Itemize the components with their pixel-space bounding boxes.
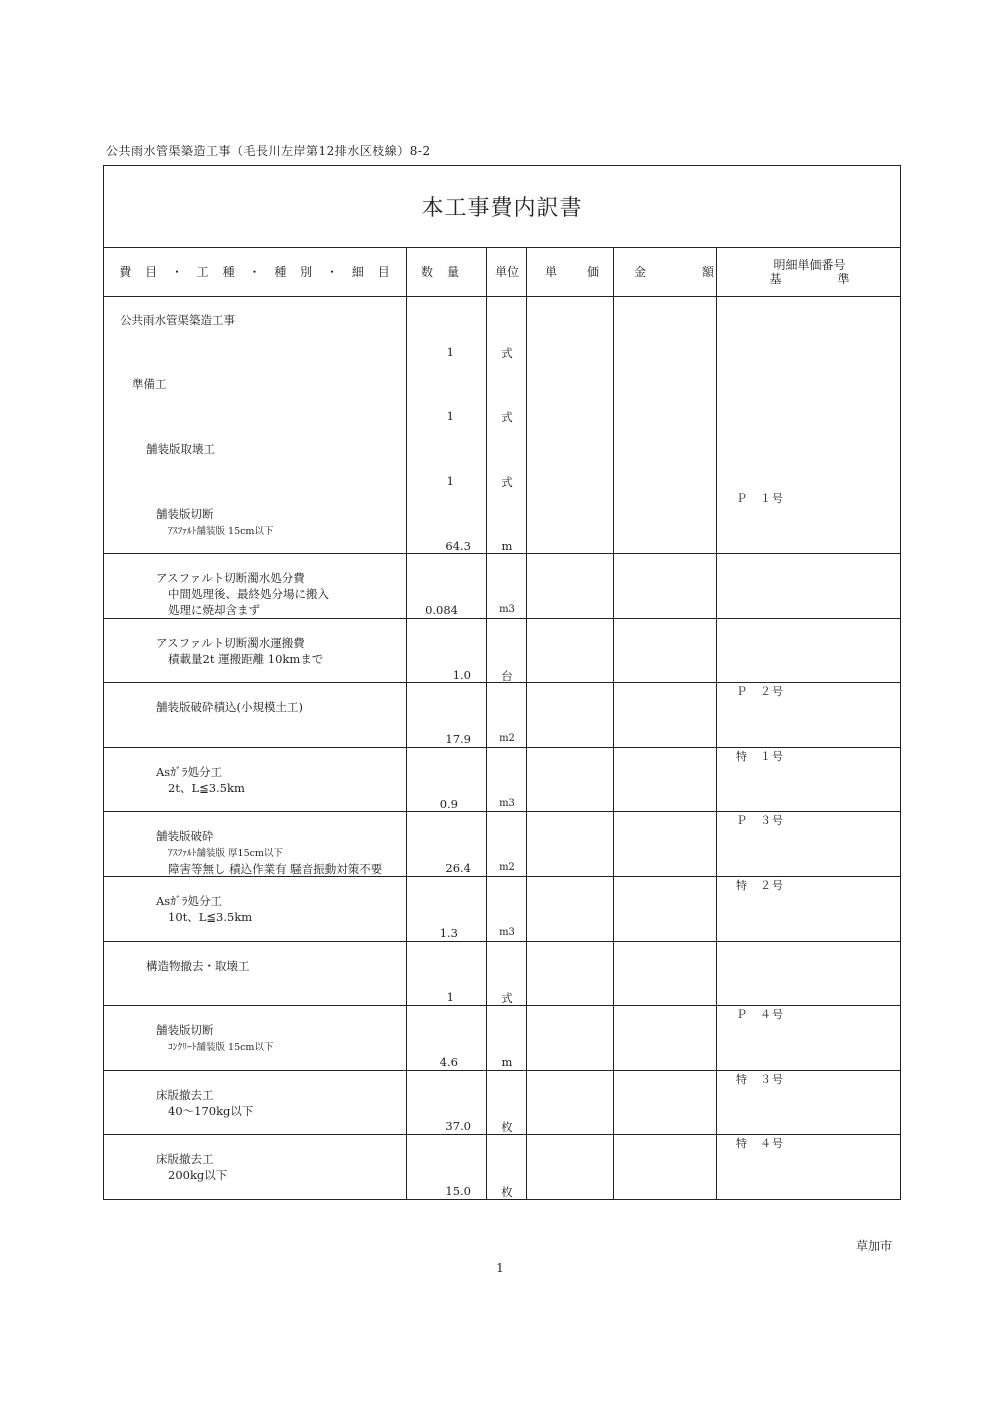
detail-reference: 特 ２号	[736, 879, 784, 892]
title-band	[104, 166, 900, 248]
item-name: アスファルト切断濁水処分費	[156, 571, 305, 585]
column-header-detail-number: 明細単価番号 基 準	[769, 257, 850, 286]
item-unit: m3	[499, 604, 515, 615]
document-header: 公共雨水管渠築造工事（毛長川左岸第12排水区枝線）8-2	[106, 144, 431, 158]
column-header-unit: 単位	[494, 265, 519, 279]
detail-reference: 特 ３号	[736, 1073, 784, 1086]
detail-reference: Ｐ １号	[736, 492, 784, 505]
item-name: 舗装版切断	[156, 507, 214, 521]
item-spec: ｺﾝｸﾘｰﾄ舗装版 15cm以下	[168, 1042, 274, 1053]
item-quantity: 15.0	[445, 1184, 471, 1198]
item-spec: ｱｽﾌｧﾙﾄ舗装版 15cm以下	[168, 526, 274, 537]
item-unit: 式	[501, 410, 513, 424]
item-spec: 200kg以下	[168, 1168, 228, 1182]
detail-reference: Ｐ ４号	[736, 1008, 784, 1021]
item-unit: 枚	[501, 1185, 513, 1199]
item-quantity: 1	[446, 345, 454, 359]
item-quantity: 4.6	[439, 1055, 458, 1069]
item-spec: 中間処理後、最終処分場に搬入	[168, 587, 329, 601]
item-spec: 40～170kg以下	[168, 1104, 254, 1118]
breakdown-table	[103, 165, 901, 1200]
item-unit: m3	[499, 927, 515, 938]
item-unit: m2	[499, 862, 515, 873]
item-unit: 枚	[501, 1120, 513, 1134]
city-name: 草加市	[856, 1239, 893, 1253]
item-name: 準備工	[132, 377, 167, 391]
item-quantity: 1.3	[439, 926, 458, 940]
item-unit: m	[501, 1055, 513, 1069]
item-quantity: 26.4	[445, 861, 471, 875]
item-quantity: 1	[446, 474, 454, 488]
detail-reference: 特 ４号	[736, 1137, 784, 1150]
column-header-description: 費 目 ・ 工 種 ・ 種 別 ・ 細 目	[119, 265, 392, 279]
table-header-row	[104, 247, 900, 297]
column-divider	[716, 247, 717, 1199]
column-header-amount: 金 額	[634, 265, 715, 279]
item-name: 床版撤去工	[156, 1088, 214, 1102]
item-quantity: 1	[446, 990, 454, 1004]
item-name: 舗装版破砕積込(小規模土工)	[156, 700, 303, 714]
item-spec: 2t、L≦3.5km	[168, 781, 245, 795]
item-spec: 10t、L≦3.5km	[168, 910, 253, 924]
column-divider	[613, 247, 614, 1199]
detail-reference: Ｐ ３号	[736, 814, 784, 827]
item-quantity: 1.0	[452, 668, 471, 682]
item-name: Asｶﾞﾗ処分工	[156, 765, 222, 779]
item-unit: m2	[499, 733, 515, 744]
item-name: 舗装版切断	[156, 1023, 214, 1037]
item-quantity: 1	[446, 409, 454, 423]
item-name: アスファルト切断濁水運搬費	[156, 636, 305, 650]
row-divider	[104, 941, 900, 942]
item-name: 舗装版取壊工	[146, 442, 215, 456]
item-unit: m3	[499, 798, 515, 809]
item-name: Asｶﾞﾗ処分工	[156, 894, 222, 908]
item-name: 公共雨水管渠築造工事	[120, 313, 235, 327]
item-quantity: 17.9	[445, 732, 471, 746]
item-unit: 式	[501, 346, 513, 360]
column-header-quantity: 数量	[420, 265, 473, 279]
row-divider	[104, 553, 900, 554]
item-spec: 積載量2t 運搬距離 10kmまで	[168, 652, 324, 666]
column-header-unit-price: 単 価	[545, 265, 600, 279]
row-divider	[104, 618, 900, 619]
detail-reference: Ｐ ２号	[736, 685, 784, 698]
item-unit: 式	[501, 991, 513, 1005]
document-title: 本工事費内訳書	[421, 196, 583, 221]
item-quantity: 0.9	[439, 797, 458, 811]
item-quantity: 37.0	[445, 1119, 471, 1133]
item-unit: 式	[501, 475, 513, 489]
detail-reference: 特 １号	[736, 750, 784, 763]
page-number: 1	[496, 1261, 504, 1275]
item-quantity: 0.084	[425, 603, 458, 617]
item-unit: 台	[501, 669, 513, 683]
item-spec: 処理に焼却含まず	[168, 603, 260, 617]
item-spec: 障害等無し 積込作業有 騒音振動対策不要	[168, 862, 383, 876]
item-unit: m	[501, 539, 513, 553]
item-quantity: 64.3	[445, 539, 471, 553]
item-name: 舗装版破砕	[156, 829, 214, 843]
item-spec: ｱｽﾌｧﾙﾄ舗装版 厚15cm以下	[168, 848, 283, 859]
item-name: 床版撤去工	[156, 1152, 214, 1166]
item-name: 構造物撤去・取壊工	[146, 959, 250, 973]
